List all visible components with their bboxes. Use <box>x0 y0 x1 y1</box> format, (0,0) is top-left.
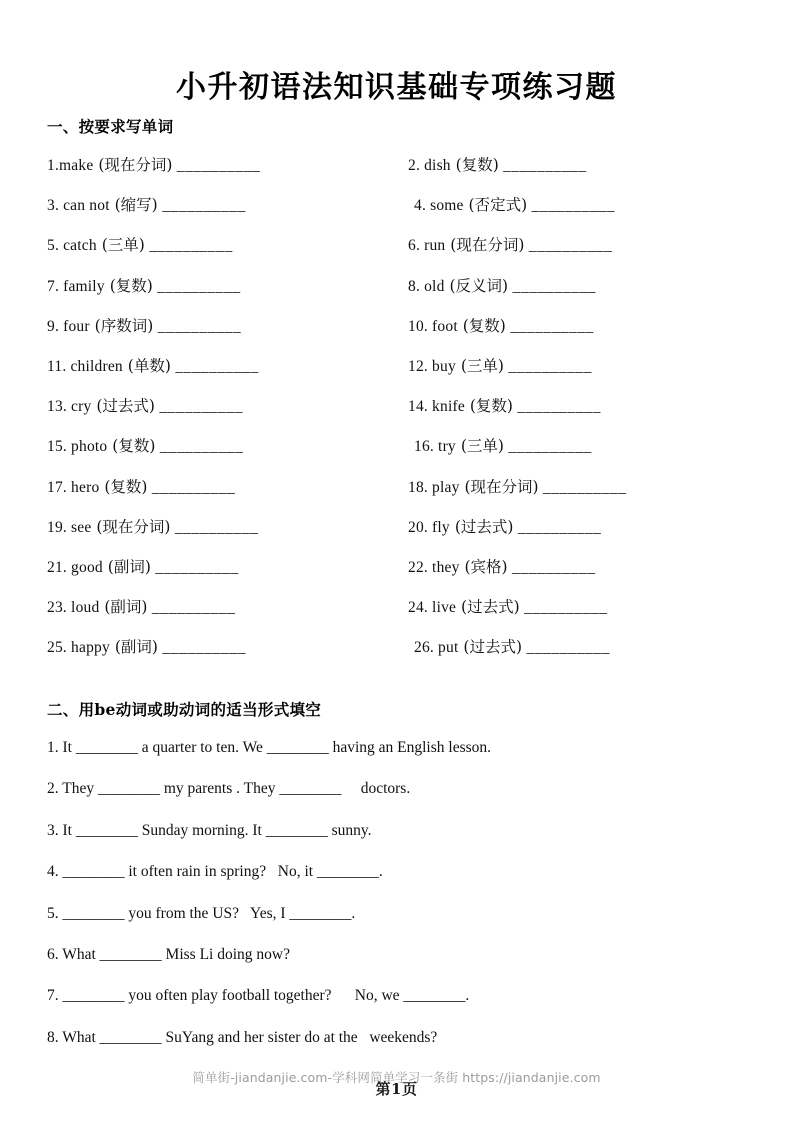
answer-blank[interactable]: __________ <box>522 639 610 657</box>
item-hint: (过去式) <box>91 397 155 416</box>
item-hint: (宾格) <box>459 557 508 576</box>
sentence-exercise-item[interactable]: 8. What ________ SuYang and her sister do at the weekends? <box>47 1028 438 1046</box>
word-exercise-row <box>0 557 793 597</box>
word-exercise-row <box>0 517 793 557</box>
word-exercise-grid <box>0 155 793 677</box>
item-number: 16. <box>414 438 434 456</box>
item-number: 10. <box>408 317 428 335</box>
word-exercise-item <box>414 436 592 457</box>
section-heading-be-verbs: 二、用be动词或助动词的适当形式填空 <box>47 700 322 719</box>
item-number: 25. <box>47 639 67 657</box>
item-number: 21. <box>47 558 67 576</box>
item-number: 12. <box>408 357 428 375</box>
item-word: photo <box>66 438 108 456</box>
item-number: 13. <box>47 398 67 416</box>
item-word: make <box>59 157 94 174</box>
item-number: 5. <box>47 237 60 255</box>
item-word: cry <box>66 398 92 416</box>
word-exercise-item <box>408 597 608 618</box>
item-word: see <box>66 518 92 536</box>
item-word: some <box>426 197 464 215</box>
page-title: 小升初语法知识基础专项练习题 <box>176 70 617 106</box>
word-exercise-item <box>414 195 615 216</box>
item-number: 4. <box>414 197 427 215</box>
item-number: 2. <box>408 157 421 174</box>
item-word: play <box>427 478 460 496</box>
item-number: 24. <box>408 599 428 617</box>
answer-blank[interactable]: __________ <box>147 478 236 496</box>
answer-blank[interactable]: __________ <box>538 478 627 496</box>
sentence-exercise-row <box>0 986 793 1027</box>
item-word: knife <box>427 398 465 416</box>
answer-blank[interactable]: __________ <box>503 438 592 456</box>
answer-blank[interactable]: __________ <box>505 317 594 335</box>
item-hint: (缩写) <box>109 196 158 215</box>
sentence-exercise-list <box>0 738 793 1069</box>
word-exercise-item <box>408 235 612 256</box>
word-exercise-item <box>47 356 259 377</box>
watermark-text: 简单街-jiandanjie.com-学科网简单学习一条街 https://jiandanjie.com <box>192 1070 601 1085</box>
item-number: 8. <box>408 277 421 295</box>
item-word: buy <box>427 357 456 375</box>
item-hint: (反义词) <box>444 276 509 295</box>
item-number: 1. <box>47 157 60 174</box>
answer-blank[interactable]: __________ <box>147 599 236 617</box>
answer-blank[interactable]: __________ <box>527 197 616 215</box>
item-word: old <box>420 277 445 295</box>
answer-blank[interactable]: __________ <box>524 237 613 255</box>
item-number: 17. <box>47 478 67 496</box>
word-exercise-row <box>0 396 793 436</box>
item-hint: (复数) <box>107 437 156 456</box>
item-word: dish <box>420 157 451 174</box>
word-exercise-item <box>47 436 243 457</box>
answer-blank[interactable]: __________ <box>172 157 261 174</box>
item-hint: (过去式) <box>456 598 520 617</box>
answer-blank[interactable]: __________ <box>512 398 601 416</box>
item-word: good <box>66 558 103 576</box>
answer-blank[interactable]: __________ <box>170 518 259 536</box>
item-hint: (复数) <box>104 276 153 295</box>
word-exercise-row <box>0 155 793 195</box>
item-word: live <box>427 599 457 617</box>
word-exercise-item <box>47 597 235 618</box>
item-number: 23. <box>47 599 67 617</box>
answer-blank[interactable]: __________ <box>150 558 239 576</box>
word-exercise-item <box>47 155 260 176</box>
item-hint: (现在分词) <box>459 477 539 496</box>
word-exercise-item <box>408 356 592 377</box>
answer-blank[interactable]: __________ <box>153 317 242 335</box>
sentence-exercise-row <box>0 1028 793 1069</box>
word-exercise-item <box>408 557 596 578</box>
item-word: fly <box>427 518 450 536</box>
item-hint: (复数) <box>457 316 506 335</box>
item-hint: (现在分词) <box>445 236 525 255</box>
item-word: children <box>66 357 123 375</box>
item-hint: (副词) <box>99 598 148 617</box>
item-hint: (复数) <box>99 477 148 496</box>
item-hint: (否定式) <box>463 196 528 215</box>
item-hint: (副词) <box>102 557 151 576</box>
item-hint: (序数词) <box>89 316 154 335</box>
word-exercise-item <box>47 235 233 256</box>
sentence-exercise-row <box>0 779 793 820</box>
item-word: happy <box>66 639 110 657</box>
word-exercise-item <box>47 557 239 578</box>
sentence-exercise-row <box>0 821 793 862</box>
item-hint: (单数) <box>122 356 171 375</box>
sentence-exercise-item[interactable]: 4. ________ it often rain in spring? No, it ________. <box>47 863 383 881</box>
sentence-exercise-row <box>0 904 793 945</box>
word-exercise-item <box>47 477 235 498</box>
item-hint: (过去式) <box>449 517 514 536</box>
answer-blank[interactable]: __________ <box>154 398 243 416</box>
word-exercise-item <box>408 517 601 538</box>
item-number: 11. <box>47 357 67 375</box>
sentence-exercise-item[interactable]: 5. ________ you from the US? Yes, I ________. <box>47 904 356 922</box>
item-number: 14. <box>408 398 428 416</box>
item-number: 26. <box>414 639 434 657</box>
word-exercise-item <box>408 276 596 297</box>
item-number: 7. <box>47 277 60 295</box>
word-exercise-item <box>47 276 241 297</box>
item-number: 3. <box>47 197 60 215</box>
item-word: try <box>433 438 456 456</box>
word-exercise-item <box>408 477 627 498</box>
answer-blank[interactable]: __________ <box>508 277 597 295</box>
word-exercise-row <box>0 316 793 356</box>
section-heading-write-words: 一、按要求写单词 <box>47 117 174 136</box>
word-exercise-item <box>47 195 246 216</box>
item-word: hero <box>66 478 100 496</box>
sentence-exercise-item[interactable]: 2. They ________ my parents . They ________ doctors. <box>47 780 411 798</box>
word-exercise-item <box>47 396 243 417</box>
item-word: loud <box>66 599 100 617</box>
answer-blank[interactable]: __________ <box>519 599 608 617</box>
answer-blank[interactable]: __________ <box>157 639 246 657</box>
item-word: foot <box>427 317 458 335</box>
item-number: 18. <box>408 478 428 496</box>
sentence-exercise-item[interactable]: 7. ________ you often play football together? No, we ________. <box>47 987 470 1005</box>
answer-blank[interactable]: __________ <box>152 277 241 295</box>
word-exercise-item <box>47 517 258 538</box>
item-hint: (复数) <box>464 397 513 416</box>
word-exercise-row <box>0 276 793 316</box>
item-word: put <box>433 639 459 657</box>
word-exercise-item <box>408 316 594 337</box>
answer-blank[interactable]: __________ <box>507 558 596 576</box>
item-hint: (现在分词) <box>93 156 173 174</box>
page-number: 第1页 <box>375 1080 418 1098</box>
item-number: 20. <box>408 518 428 536</box>
word-exercise-item <box>47 316 241 337</box>
word-exercise-row <box>0 235 793 275</box>
item-word: four <box>59 317 90 335</box>
word-exercise-row <box>0 436 793 476</box>
answer-blank[interactable]: __________ <box>503 357 592 375</box>
word-exercise-row <box>0 477 793 517</box>
item-number: 9. <box>47 317 60 335</box>
sentence-exercise-item[interactable]: 6. What ________ Miss Li doing now? <box>47 945 290 963</box>
item-hint: (副词) <box>109 638 158 657</box>
item-hint: (现在分词) <box>91 517 171 536</box>
word-exercise-row <box>0 195 793 235</box>
item-number: 6. <box>408 237 421 255</box>
item-word: run <box>420 237 446 255</box>
sentence-exercise-item[interactable]: 3. It ________ Sunday morning. It ________ sunny. <box>47 821 372 839</box>
answer-blank[interactable]: __________ <box>157 197 246 215</box>
item-word: they <box>427 558 460 576</box>
item-hint: (复数) <box>450 156 499 174</box>
word-exercise-item <box>408 155 587 176</box>
answer-blank[interactable]: __________ <box>513 518 602 536</box>
word-exercise-row <box>0 356 793 396</box>
sentence-exercise-row <box>0 862 793 903</box>
word-exercise-row <box>0 637 793 677</box>
item-word: can not <box>59 197 110 215</box>
word-exercise-item <box>408 396 601 417</box>
answer-blank[interactable]: __________ <box>144 237 233 255</box>
item-word: catch <box>59 237 97 255</box>
item-word: family <box>59 277 105 295</box>
sentence-exercise-row <box>0 738 793 779</box>
answer-blank[interactable]: __________ <box>498 157 587 174</box>
item-hint: (三单) <box>455 356 504 375</box>
item-number: 19. <box>47 518 67 536</box>
word-exercise-item <box>47 637 246 658</box>
word-exercise-item <box>414 637 610 658</box>
answer-blank[interactable]: __________ <box>170 357 259 375</box>
item-hint: (三单) <box>455 437 504 456</box>
sentence-exercise-item[interactable]: 1. It ________ a quarter to ten. We ________ having an English lesson. <box>47 739 492 756</box>
item-hint: (三单) <box>96 236 145 255</box>
item-hint: (过去式) <box>458 638 522 657</box>
sentence-exercise-row <box>0 945 793 986</box>
item-number: 15. <box>47 438 67 456</box>
item-number: 22. <box>408 558 428 576</box>
word-exercise-row <box>0 597 793 637</box>
answer-blank[interactable]: __________ <box>155 438 244 456</box>
